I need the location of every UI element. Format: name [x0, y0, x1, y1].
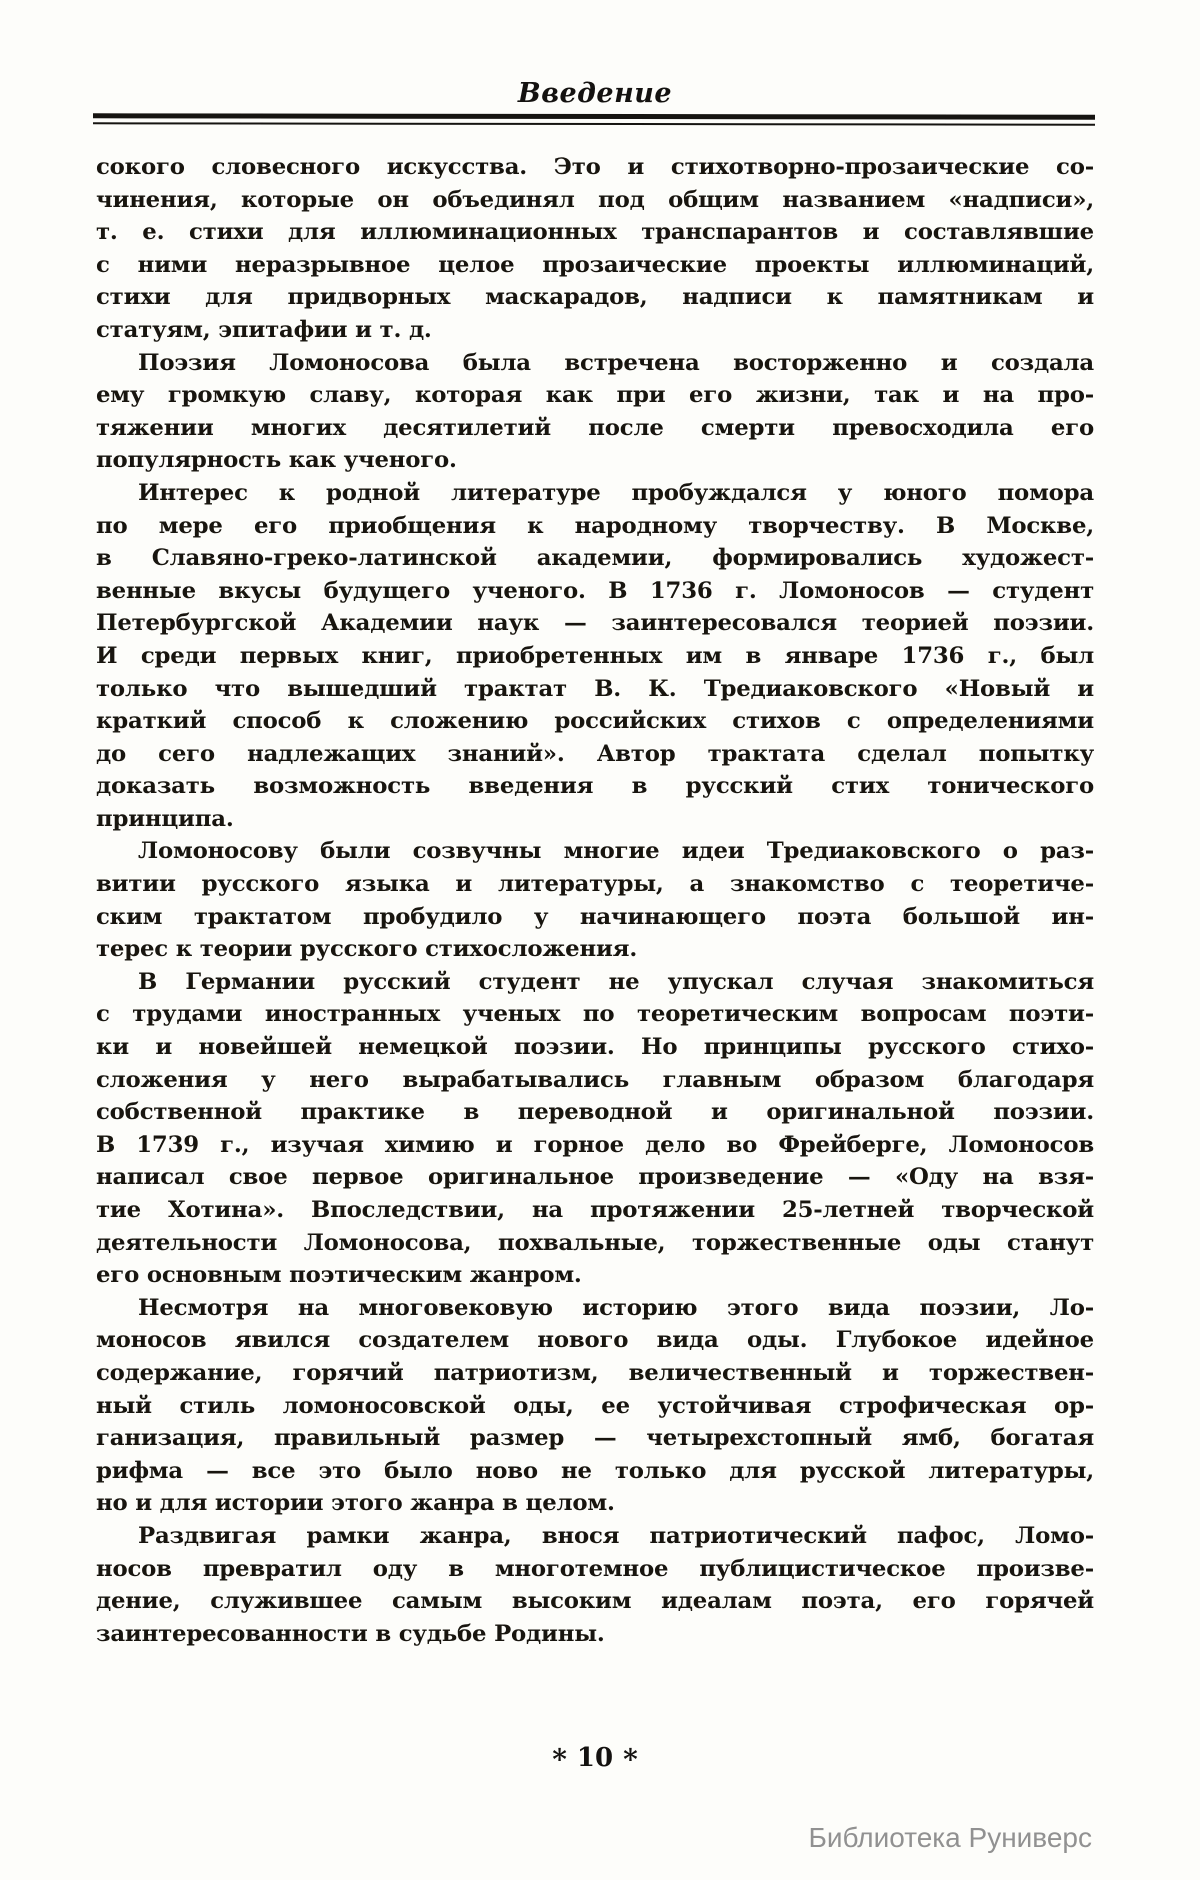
text-line: тие Хотина». Впоследствии, на протяжении 25-летней творческой	[96, 1197, 1094, 1223]
text-line: ки и новейшей немецкой поэзии. Но принципы русского стихо-	[96, 1034, 1094, 1061]
text-line: чинения, которые он объединял под общим названием «надписи»,	[96, 186, 1094, 213]
text-line: содержание, горячий патриотизм, величественный и торжествен-	[96, 1359, 1094, 1386]
text-line: дение, служившее самым высоким идеалам поэта, его горячей	[96, 1588, 1094, 1615]
text-line: терес к теории русского стихосложения.	[96, 936, 638, 963]
text-line: заинтересованности в судьбе Родины.	[96, 1620, 605, 1647]
page-number-star-right: *	[623, 1743, 638, 1776]
paragraph	[96, 835, 1094, 965]
header-divider-rule	[93, 113, 1095, 125]
text-line: ским трактатом пробудило у начинающего поэта большой ин-	[96, 903, 1094, 930]
text-line: популярность как ученого.	[96, 447, 457, 474]
text-line: с ними неразрывное целое прозаические проекты иллюминаций,	[96, 251, 1094, 278]
text-line: до сего надлежащих знаний». Автор трактата сделал попытку	[96, 740, 1094, 767]
text-line: т. е. стихи для иллюминационных транспарантов и составлявшие	[96, 219, 1094, 246]
text-line: ганизация, правильный размер — четырехстопный ямб, богатая	[96, 1425, 1094, 1452]
text-line: но и для истории этого жанра в целом.	[96, 1490, 615, 1517]
page-number-value: 10	[576, 1743, 614, 1773]
paragraph	[96, 151, 1094, 347]
page-header-title: Введение	[517, 78, 673, 109]
text-line: стихи для придворных маскарадов, надписи к памятникам и	[96, 284, 1094, 311]
text-line: его основным поэтическим жанром.	[96, 1262, 582, 1289]
paragraph	[96, 347, 1094, 477]
text-line: рифма — все это было ново не только для русской литературы,	[96, 1457, 1094, 1484]
text-line: сложения у него вырабатывались главным образом благодаря	[96, 1066, 1094, 1093]
text-line: витии русского языка и литературы, а знакомство с теоретиче-	[96, 871, 1094, 898]
text-line: написал свое первое оригинальное произведение — «Оду на взя-	[96, 1164, 1094, 1191]
text-line: с трудами иностранных ученых по теоретическим вопросам поэти-	[96, 1001, 1094, 1028]
text-line: Поэзия Ломоносова была встречена восторженно и создала	[138, 349, 1094, 376]
text-line: доказать возможность введения в русский стих тонического	[96, 773, 1094, 800]
text-line: И среди первых книг, приобретенных им в январе 1736 г., был	[96, 642, 1094, 669]
text-line: краткий способ к сложению российских стихов с определениями	[96, 708, 1094, 735]
text-line: Раздвигая рамки жанра, внося патриотический пафос, Ломо-	[138, 1522, 1094, 1549]
text-line: В Германии русский студент не упускал случая знакомиться	[138, 968, 1094, 995]
paragraph	[96, 1292, 1094, 1520]
paragraph	[96, 966, 1094, 1292]
text-line: в Славяно-греко-латинской академии, формировались художест-	[96, 545, 1094, 572]
text-line: Несмотря на многовековую историю этого вида поэзии, Ло-	[138, 1294, 1094, 1321]
text-line: статуям, эпитафии и т. д.	[96, 316, 432, 343]
text-line: носов превратил оду в многотемное публицистическое произве-	[96, 1555, 1094, 1582]
page-number-star-left: *	[552, 1743, 567, 1776]
text-line: тяжении многих десятилетий после смерти превосходила его	[96, 414, 1094, 441]
page-number	[96, 1740, 1094, 1776]
text-line: сокого словесного искусства. Это и стихотворно-прозаические со-	[96, 154, 1094, 180]
text-line: по мере его приобщения к народному творчеству. В Москве,	[96, 512, 1094, 539]
text-line: Ломоносову были созвучны многие идеи Тредиаковского о раз-	[138, 838, 1094, 865]
paragraph	[96, 477, 1094, 836]
text-line: ный стиль ломоносовской оды, ее устойчивая строфическая ор-	[96, 1392, 1094, 1419]
text-line: венные вкусы будущего ученого. В 1736 г. Ломоносов — студент	[96, 577, 1094, 604]
text-line: принципа.	[96, 805, 234, 832]
text-line: Петербургской Академии наук — заинтересовался теорией поэзии.	[96, 610, 1094, 637]
text-line: ему громкую славу, которая как при его жизни, так и на про-	[96, 382, 1094, 409]
text-line: моносов явился создателем нового вида оды. Глубокое идейное	[96, 1327, 1094, 1354]
text-line: Интерес к родной литературе пробуждался у юного помора	[138, 479, 1094, 506]
text-content	[96, 151, 1094, 1650]
text-line: деятельности Ломоносова, похвальные, торжественные оды станут	[96, 1229, 1094, 1256]
text-line: В 1739 г., изучая химию и горное дело во Фрейберге, Ломоносов	[96, 1131, 1094, 1158]
text-line: только что вышедший трактат В. К. Тредиаковского «Новый и	[96, 675, 1094, 702]
text-line: собственной практике в переводной и оригинальной поэзии.	[96, 1099, 1094, 1126]
paragraph	[96, 1520, 1094, 1650]
library-watermark: Библиотека Руниверс	[808, 1822, 1092, 1853]
